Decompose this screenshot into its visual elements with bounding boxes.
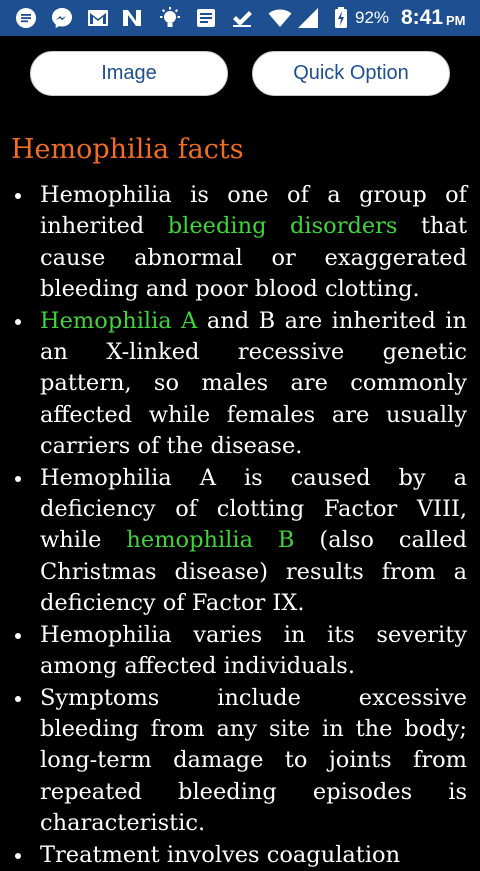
n-icon — [120, 6, 144, 30]
news-icon — [194, 6, 218, 30]
clock-ampm: PM — [446, 13, 466, 28]
check-icon — [230, 6, 254, 30]
signal-icon — [296, 6, 320, 30]
messenger-icon — [50, 6, 74, 30]
quick-option-button[interactable]: Quick Option — [252, 51, 450, 96]
fact-text: Hemophilia is one of a group of inherited — [40, 182, 467, 240]
gmail-icon — [86, 6, 110, 30]
hemophilia-a-link[interactable]: Hemophilia A — [40, 307, 198, 334]
image-button[interactable]: Image — [30, 51, 228, 96]
fact-item — [0, 180, 480, 306]
fact-item — [0, 463, 480, 620]
fact-item — [0, 620, 480, 683]
bleeding-disorders-link[interactable]: bleeding disorders — [167, 213, 398, 240]
fact-item — [0, 683, 480, 840]
fact-item — [0, 306, 480, 463]
facts-list — [0, 180, 480, 871]
fact-text: Hemophilia varies in its severity among affected individuals. — [40, 621, 467, 680]
fact-text: that cause abnormal or exaggerated bleeding and poor blood clotting. — [40, 213, 468, 303]
status-bar — [0, 0, 480, 36]
chat-icon — [14, 6, 38, 30]
article-title: Hemophilia facts — [11, 134, 244, 165]
bulb-icon — [158, 6, 182, 30]
clock-time: 8:41 — [401, 6, 444, 29]
battery-percentage: 92% — [355, 8, 390, 27]
fact-text: and B are inherited in an X-linked recessive genetic pattern, so males are commonly affected while females are usually carriers of the disease. — [40, 307, 467, 460]
fact-text: Hemophilia A is caused by a deficiency of clotting Factor VIII, while — [40, 464, 467, 554]
fact-text: Symptoms include excessive bleeding from any site in the body; long-term damage to joints from repeated bleeding episodes is characteristic. — [40, 684, 467, 837]
battery-charging-icon — [329, 6, 353, 30]
fact-item — [0, 840, 480, 871]
hemophilia-b-link[interactable]: hemophilia B — [126, 527, 295, 554]
wifi-icon — [268, 6, 292, 30]
fact-text: Treatment involves coagulation — [40, 841, 401, 868]
fact-text: (also called Christmas disease) results from a deficiency of Factor IX. — [40, 527, 467, 617]
